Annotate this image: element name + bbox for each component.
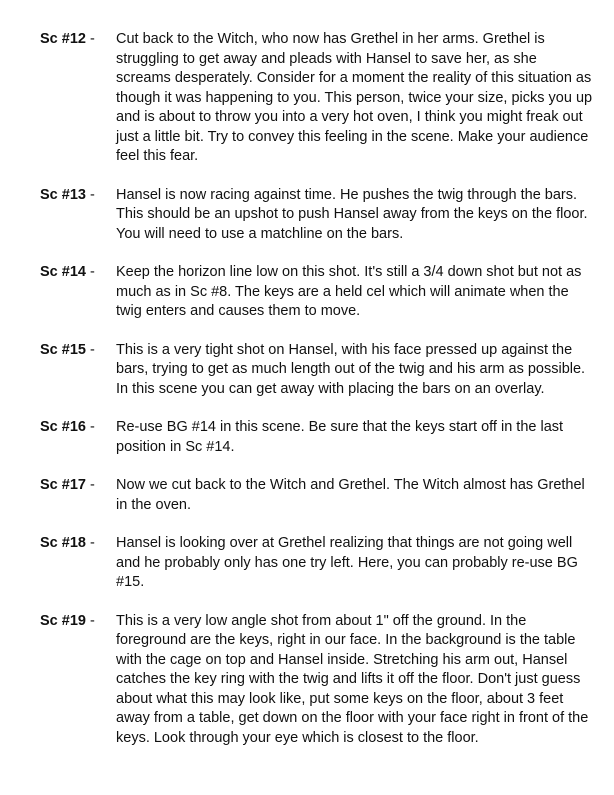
scene-description: This is a very tight shot on Hansel, with his face pressed up against the bars, trying to get as much length out of the twig and his arm as possible. In this scene you can get away with placing the bars on an overlay.: [116, 341, 586, 397]
scene-dash: -: [90, 341, 95, 358]
scene-label: [40, 186, 116, 206]
scene-entry-16: [40, 418, 594, 457]
scene-label: [40, 534, 116, 554]
scene-dash: -: [90, 31, 95, 47]
scene-number: Sc #15: [40, 341, 86, 358]
scene-description: Keep the horizon line low on this shot. It's still a 3/4 down shot but not as much as in Sc #8. The keys are a held cel which will animate when the twig enters and causes them to move.: [116, 264, 582, 319]
scene-label: [40, 612, 116, 632]
scene-label: [40, 341, 116, 361]
scene-number: Sc #13: [40, 186, 86, 203]
scene-dash: -: [90, 477, 95, 493]
scene-dash: -: [90, 419, 95, 435]
scene-number: Sc #17: [40, 477, 86, 493]
scene-label: [40, 30, 116, 50]
scene-dash: -: [90, 535, 95, 551]
scene-description: Hansel is looking over at Grethel realizing that things are not going well and he probably only has one try left. Here, you can probably re-use BG #15.: [116, 535, 578, 590]
scene-entry-14: [40, 263, 594, 322]
scene-entry-18: [40, 534, 594, 593]
scene-dash: -: [90, 264, 95, 280]
scene-label: [40, 263, 116, 283]
scene-dash: -: [90, 186, 95, 203]
scene-entry-19: [40, 612, 594, 749]
scene-dash: -: [90, 612, 95, 629]
scene-entry-13: [40, 186, 594, 245]
scene-number: Sc #18: [40, 535, 86, 551]
scene-description: Now we cut back to the Witch and Grethel. The Witch almost has Grethel in the oven.: [116, 477, 585, 513]
scene-number: Sc #19: [40, 612, 86, 629]
scene-number: Sc #14: [40, 264, 86, 280]
scene-label: [40, 476, 116, 496]
scene-number: Sc #16: [40, 419, 86, 435]
scene-entry-12: [40, 30, 594, 167]
scene-entry-17: [40, 476, 594, 515]
scene-label: [40, 418, 116, 438]
scene-description: Re-use BG #14 in this scene. Be sure that the keys start off in the last position in Sc #14.: [116, 419, 564, 455]
scene-description: Hansel is now racing against time. He pushes the twig through the bars. This should be an upshot to push Hansel away from the keys on the floor. You will need to use a matchline on the bars.: [116, 186, 588, 242]
scene-description: Cut back to the Witch, who now has Grethel in her arms. Grethel is struggling to get away and pleads with Hansel to save her, as she screams desperately. Consider for a moment the reality of this situation as though it was happening to you. This person, twice your size, picks you up and is about to throw you into a very hot oven, I think you might freak out just a little bit. Try to convey this feeling in the scene. Make your audience feel this fear.: [116, 31, 593, 164]
scene-number: Sc #12: [40, 31, 86, 47]
scene-entry-15: [40, 341, 594, 400]
scene-description: This is a very low angle shot from about 1" off the ground. In the foreground are the keys, right in our face. In the background is the table with the cage on top and Hansel inside. Stretching his arm out, Hansel catches the key ring with the twig and lifts it off the floor. Don't just guess about what this may look like, put some keys on the floor, about 3 feet away from a table, get down on the floor with your face right in front of the keys. Look through your eye which is closest to the floor.: [116, 612, 589, 746]
